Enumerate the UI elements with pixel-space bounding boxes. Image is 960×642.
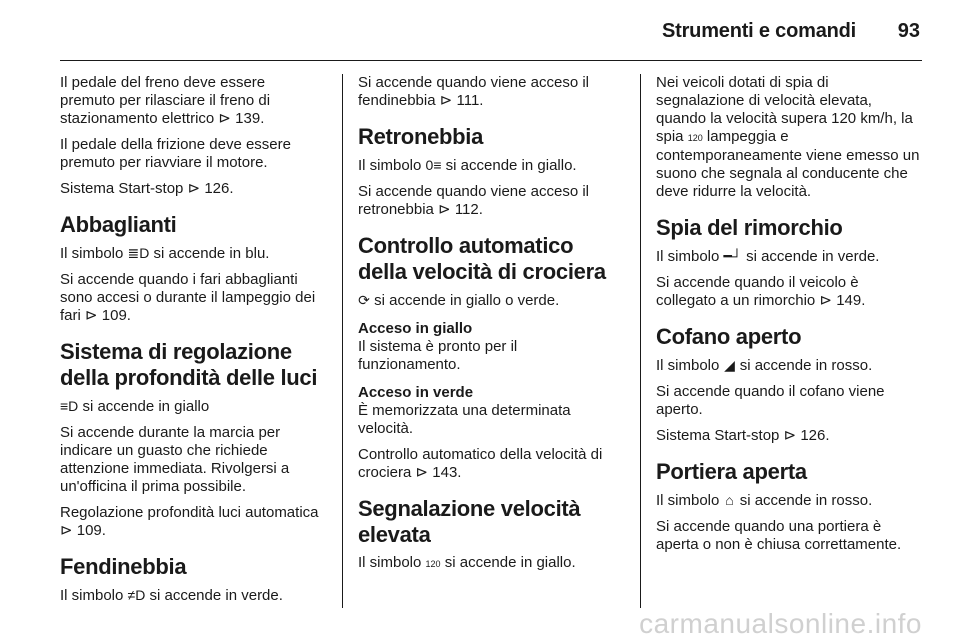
header-rule bbox=[60, 60, 922, 61]
section-heading-rimorchio: Spia del rimorchio bbox=[656, 215, 843, 240]
paragraph: Si accende durante la marcia per indicare un guasto che richiede attenzione immediata. Rivolgersi a un'officina il prima possibile. bbox=[60, 424, 290, 495]
page-number: 93 bbox=[897, 20, 920, 42]
paragraph: Si accende quando il cofano viene aperto. bbox=[656, 383, 885, 418]
page-reference[interactable]: ⊳ 139. bbox=[218, 110, 264, 127]
watermark: carmanualsonline.info bbox=[639, 608, 922, 639]
door-open-icon: ⌂ bbox=[725, 492, 734, 508]
page-reference[interactable]: ⊳ 143. bbox=[416, 464, 462, 481]
column-2 bbox=[358, 74, 622, 581]
high-beam-icon: ≣D bbox=[127, 245, 150, 261]
paragraph: ≡D si accende in giallo bbox=[60, 398, 210, 415]
trailer-icon: ━┘ bbox=[723, 248, 742, 264]
speed-120-icon: 120 bbox=[687, 133, 703, 143]
page-reference[interactable]: ⊳ 111. bbox=[440, 92, 484, 109]
paragraph: Il simbolo ◢ si accende in rosso. bbox=[656, 357, 873, 374]
paragraph: Il simbolo ⌂ si accende in rosso. bbox=[656, 492, 873, 509]
page-reference[interactable]: ⊳ 109. bbox=[85, 307, 131, 324]
page-reference[interactable]: ⊳ 126. bbox=[784, 427, 830, 444]
paragraph: Il simbolo 0≡ si accende in giallo. bbox=[358, 157, 577, 174]
section-heading-regolazione: Sistema di regolazione della profondità delle luci bbox=[60, 339, 318, 390]
page-header-title: Strumenti e comandi bbox=[662, 20, 857, 42]
paragraph: Sistema Start-stop ⊳ 126. bbox=[60, 180, 324, 198]
section-heading-abbaglianti: Abbaglianti bbox=[60, 212, 177, 237]
paragraph: Il sistema è pronto per il funzionamento. bbox=[358, 338, 518, 373]
paragraph: Il simbolo ≣D si accende in blu. bbox=[60, 245, 270, 262]
page-reference[interactable]: ⊳ 112. bbox=[438, 201, 483, 218]
section-heading-fendinebbia: Fendinebbia bbox=[60, 554, 187, 579]
column-3 bbox=[656, 74, 920, 562]
section-heading-cruise-control: Controllo automatico della velocità di crociera bbox=[358, 233, 606, 284]
paragraph: Si accende quando il veicolo è collegato a un rimorchio ⊳ 149. bbox=[656, 274, 920, 310]
paragraph: Si accende quando viene acceso il retronebbia ⊳ 112. bbox=[358, 183, 622, 219]
section-heading-retronebbia: Retronebbia bbox=[358, 124, 484, 149]
page-reference[interactable]: ⊳ 109. bbox=[60, 522, 106, 539]
subheading-acceso-verde: Acceso in verde bbox=[358, 384, 474, 401]
paragraph: È memorizzata una determinata velocità. bbox=[358, 402, 571, 437]
paragraph: Il pedale del freno deve essere premuto per rilasciare il freno di stazionamento elettrico ⊳ 139. bbox=[60, 74, 324, 128]
subheading-acceso-giallo: Acceso in giallo bbox=[358, 320, 473, 337]
paragraph: Si accende quando i fari abbaglianti sono accesi o durante il lampeggio dei fari ⊳ 109. bbox=[60, 271, 324, 325]
page-reference[interactable]: ⊳ 149. bbox=[819, 292, 865, 309]
cruise-control-icon: ⟳ bbox=[358, 292, 370, 308]
paragraph: ⟳ si accende in giallo o verde. bbox=[358, 292, 560, 309]
section-heading-speed-warning: Segnalazione velocità elevata bbox=[358, 496, 581, 547]
bonnet-open-icon: ◢ bbox=[724, 357, 735, 373]
speed-120-icon: 120 bbox=[425, 559, 441, 569]
paragraph: Il simbolo ≠D si accende in verde. bbox=[60, 587, 283, 604]
paragraph: Il pedale della frizione deve essere premuto per riavviare il motore. bbox=[60, 136, 291, 171]
paragraph: Regolazione profondità luci automatica ⊳ 109. bbox=[60, 504, 324, 540]
section-heading-portiera: Portiera aperta bbox=[656, 459, 807, 484]
column-divider bbox=[342, 74, 343, 608]
paragraph: Si accende quando viene acceso il fendinebbia ⊳ 111. bbox=[358, 74, 622, 110]
paragraph: Sistema Start-stop ⊳ 126. bbox=[656, 427, 920, 445]
paragraph: Il simbolo 120 si accende in giallo. bbox=[358, 554, 576, 571]
rear-fog-icon: 0≡ bbox=[425, 157, 442, 173]
column-divider bbox=[640, 74, 641, 608]
paragraph: Si accende quando una portiera è aperta o non è chiusa correttamente. bbox=[656, 518, 902, 553]
section-heading-cofano: Cofano aperto bbox=[656, 324, 802, 349]
paragraph: Nei veicoli dotati di spia di segnalazione di velocità elevata, quando la velocità supera 120 km/h, la spia 120 lampeggia e contemporaneamente viene emesso un suono che segnala al conducente che deve ridurre la velocità. bbox=[656, 74, 920, 200]
headlight-range-icon: ≡D bbox=[60, 398, 79, 414]
paragraph: Controllo automatico della velocità di crociera ⊳ 143. bbox=[358, 446, 622, 482]
page-reference[interactable]: ⊳ 126. bbox=[188, 180, 234, 197]
column-1 bbox=[60, 74, 324, 613]
paragraph: Il simbolo ━┘ si accende in verde. bbox=[656, 248, 880, 265]
front-fog-icon: ≠D bbox=[127, 587, 146, 603]
